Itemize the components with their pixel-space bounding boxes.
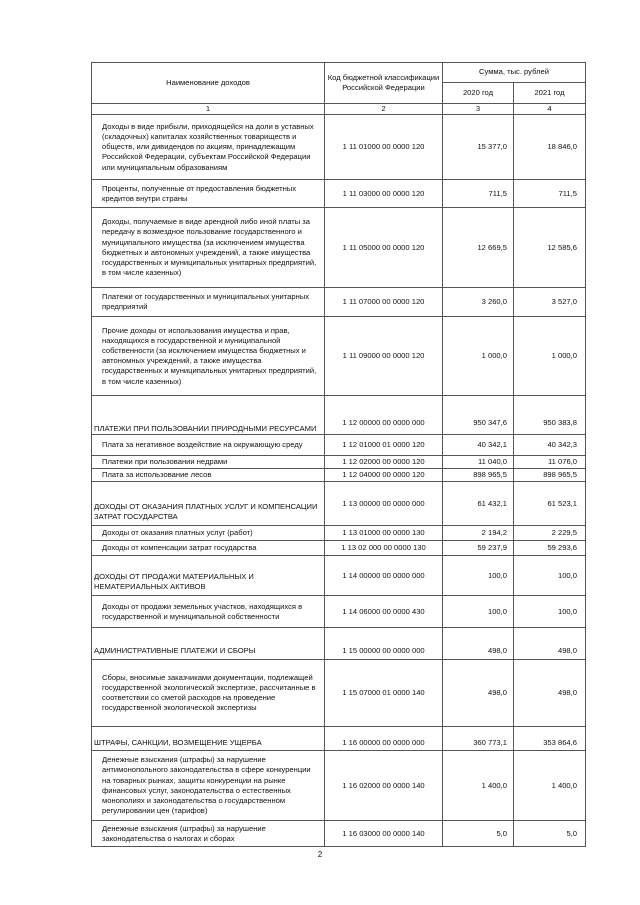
budget-income-table — [91, 62, 586, 847]
income-name: Денежные взыскания (штрафы) за нарушение законодательства о налогах и сборах — [92, 821, 325, 847]
amount-2020: 360 773,1 — [443, 727, 514, 751]
budget-code: 1 13 02 000 00 0000 130 — [325, 541, 443, 556]
income-name: Доходы, получаемые в виде арендной либо иной платы за передачу в возмездное пользование государственного и муниципального имущества (за исключением имущества бюджетных и автономных учреждений, а также имущества государственных и муниципальных унитарных предприятий, в том числе казенных) — [92, 208, 325, 288]
amount-2021: 100,0 — [514, 556, 586, 596]
amount-2021: 950 383,8 — [514, 396, 586, 435]
table-row — [92, 115, 586, 180]
income-group-name: ШТРАФЫ, САНКЦИИ, ВОЗМЕЩЕНИЕ УЩЕРБА — [92, 727, 325, 751]
table-row — [92, 456, 586, 469]
income-group-name: ДОХОДЫ ОТ ОКАЗАНИЯ ПЛАТНЫХ УСЛУГ И КОМПЕНСАЦИИ ЗАТРАТ ГОСУДАРСТВА — [92, 482, 325, 526]
header-budget-code: Код бюджетной классификации Российской Федерации — [325, 63, 443, 104]
table-row — [92, 435, 586, 456]
header-sum: Сумма, тыс. рублей — [443, 63, 586, 83]
amount-2020: 1 400,0 — [443, 751, 514, 821]
table-row — [92, 727, 586, 751]
amount-2021: 898 965,5 — [514, 469, 586, 482]
budget-code: 1 12 00000 00 0000 000 — [325, 396, 443, 435]
header-year-2021: 2021 год — [514, 83, 586, 104]
amount-2020: 59 237,9 — [443, 541, 514, 556]
amount-2021: 11 076,0 — [514, 456, 586, 469]
budget-code: 1 13 00000 00 0000 000 — [325, 482, 443, 526]
budget-code: 1 12 01000 01 0000 120 — [325, 435, 443, 456]
table-row — [92, 541, 586, 556]
amount-2021: 40 342,3 — [514, 435, 586, 456]
column-index: 1 — [92, 104, 325, 115]
income-name: Доходы от оказания платных услуг (работ) — [92, 526, 325, 541]
amount-2021: 1 400,0 — [514, 751, 586, 821]
amount-2020: 711,5 — [443, 180, 514, 208]
amount-2021: 61 523,1 — [514, 482, 586, 526]
header-year-2020: 2020 год — [443, 83, 514, 104]
table-row — [92, 482, 586, 526]
amount-2021: 100,0 — [514, 596, 586, 628]
amount-2020: 498,0 — [443, 660, 514, 727]
table-row — [92, 556, 586, 596]
header-income-name: Наименование доходов — [92, 63, 325, 104]
budget-code: 1 14 00000 00 0000 000 — [325, 556, 443, 596]
table-row — [92, 317, 586, 396]
budget-code: 1 14 06000 00 0000 430 — [325, 596, 443, 628]
amount-2020: 40 342,1 — [443, 435, 514, 456]
amount-2021: 12 585,6 — [514, 208, 586, 288]
budget-code: 1 12 02000 00 0000 120 — [325, 456, 443, 469]
amount-2021: 498,0 — [514, 628, 586, 660]
amount-2020: 5,0 — [443, 821, 514, 847]
budget-code: 1 11 09000 00 0000 120 — [325, 317, 443, 396]
income-name: Сборы, вносимые заказчиками документации, подлежащей государственной экологической экспертизе, рассчитанные в соответствии со сметой расходов на проведение государственной экологической экспертизы — [92, 660, 325, 727]
amount-2021: 59 293,6 — [514, 541, 586, 556]
budget-code: 1 15 07000 01 0000 140 — [325, 660, 443, 727]
table-row — [92, 288, 586, 317]
table-row — [92, 396, 586, 435]
amount-2021: 18 846,0 — [514, 115, 586, 180]
income-name: Доходы в виде прибыли, приходящейся на доли в уставных (складочных) капиталах хозяйственных товариществ и обществ, или дивидендов по акциям, принадлежащим Российской Федерации, субъектам Российской Федерации или муниципальным образованиям — [92, 115, 325, 180]
income-name: Доходы от компенсации затрат государства — [92, 541, 325, 556]
column-index: 4 — [514, 104, 586, 115]
amount-2021: 711,5 — [514, 180, 586, 208]
amount-2020: 100,0 — [443, 596, 514, 628]
budget-code: 1 11 05000 00 0000 120 — [325, 208, 443, 288]
amount-2020: 12 669,5 — [443, 208, 514, 288]
page-number: 2 — [317, 850, 323, 859]
amount-2020: 898 965,5 — [443, 469, 514, 482]
budget-code: 1 13 01000 00 0000 130 — [325, 526, 443, 541]
amount-2020: 11 040,0 — [443, 456, 514, 469]
amount-2021: 498,0 — [514, 660, 586, 727]
amount-2020: 100,0 — [443, 556, 514, 596]
amount-2020: 950 347,6 — [443, 396, 514, 435]
amount-2021: 353 864,6 — [514, 727, 586, 751]
amount-2020: 3 260,0 — [443, 288, 514, 317]
budget-code: 1 15 00000 00 0000 000 — [325, 628, 443, 660]
income-name: Плата за использование лесов — [92, 469, 325, 482]
income-name: Платежи при пользовании недрами — [92, 456, 325, 469]
income-name: Прочие доходы от использования имущества и прав, находящихся в государственной и муниципальной собственности (за исключением имущества бюджетных и автономных учреждений, а также имущества государственных и муниципальных унитарных предприятий, в том числе казенных) — [92, 317, 325, 396]
budget-code: 1 16 00000 00 0000 000 — [325, 727, 443, 751]
amount-2021: 1 000,0 — [514, 317, 586, 396]
budget-code: 1 12 04000 00 0000 120 — [325, 469, 443, 482]
table-row — [92, 660, 586, 727]
amount-2020: 2 194,2 — [443, 526, 514, 541]
budget-code: 1 16 03000 00 0000 140 — [325, 821, 443, 847]
income-name: Денежные взыскания (штрафы) за нарушение антимонопольного законодательства в сфере конкуренции на товарных рынках, защиты конкуренции на рынке финансовых услуг, законодательства о естественных монополиях и законодательства о государственном регулировании цен (тарифов) — [92, 751, 325, 821]
budget-code: 1 11 07000 00 0000 120 — [325, 288, 443, 317]
table-row — [92, 628, 586, 660]
column-index: 2 — [325, 104, 443, 115]
amount-2021: 5,0 — [514, 821, 586, 847]
table-row — [92, 208, 586, 288]
amount-2020: 498,0 — [443, 628, 514, 660]
income-name: Плата за негативное воздействие на окружающую среду — [92, 435, 325, 456]
income-group-name: ПЛАТЕЖИ ПРИ ПОЛЬЗОВАНИИ ПРИРОДНЫМИ РЕСУРСАМИ — [92, 396, 325, 435]
table-row — [92, 469, 586, 482]
budget-code: 1 11 01000 00 0000 120 — [325, 115, 443, 180]
table-row — [92, 180, 586, 208]
amount-2020: 61 432,1 — [443, 482, 514, 526]
amount-2021: 2 229,5 — [514, 526, 586, 541]
income-group-name: АДМИНИСТРАТИВНЫЕ ПЛАТЕЖИ И СБОРЫ — [92, 628, 325, 660]
income-group-name: ДОХОДЫ ОТ ПРОДАЖИ МАТЕРИАЛЬНЫХ И НЕМАТЕРИАЛЬНЫХ АКТИВОВ — [92, 556, 325, 596]
budget-code: 1 11 03000 00 0000 120 — [325, 180, 443, 208]
income-name: Проценты, полученные от предоставления бюджетных кредитов внутри страны — [92, 180, 325, 208]
table-row — [92, 821, 586, 847]
table-row — [92, 751, 586, 821]
income-name: Доходы от продажи земельных участков, находящихся в государственной и муниципальной собственности — [92, 596, 325, 628]
amount-2020: 1 000,0 — [443, 317, 514, 396]
table-row — [92, 596, 586, 628]
column-index: 3 — [443, 104, 514, 115]
income-name: Платежи от государственных и муниципальных унитарных предприятий — [92, 288, 325, 317]
amount-2020: 15 377,0 — [443, 115, 514, 180]
amount-2021: 3 527,0 — [514, 288, 586, 317]
table-row — [92, 526, 586, 541]
budget-code: 1 16 02000 00 0000 140 — [325, 751, 443, 821]
